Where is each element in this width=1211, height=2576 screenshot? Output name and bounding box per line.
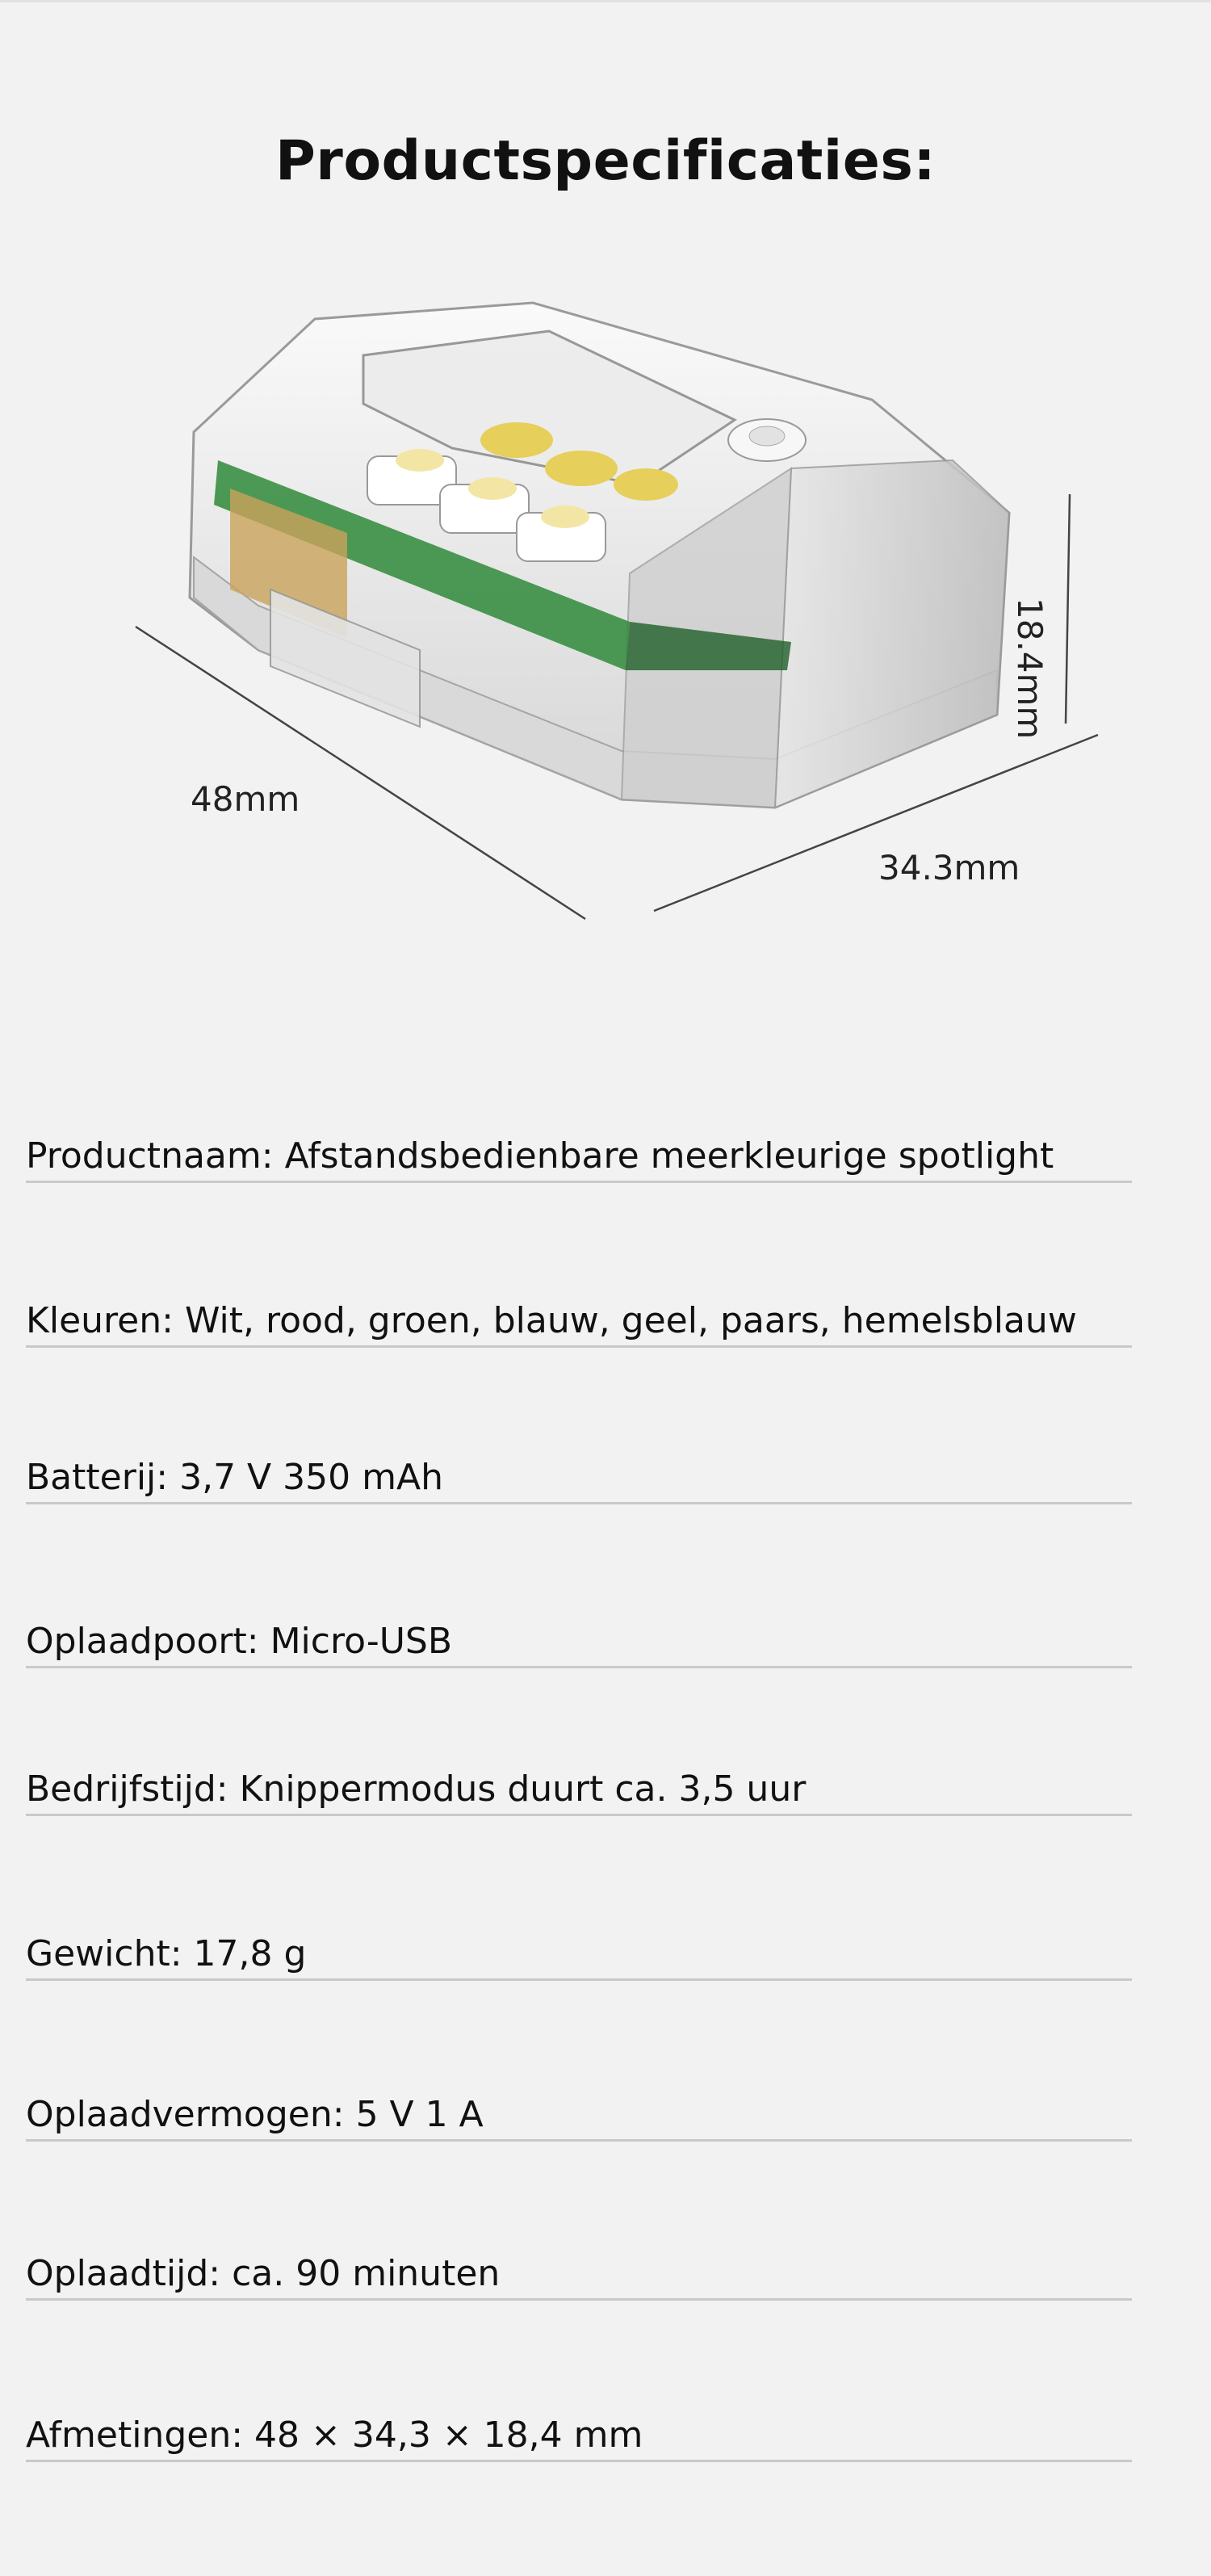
spec-value: Wit, rood, groen, blauw, geel, paars, hemelsblauw bbox=[184, 1300, 1077, 1341]
spec-row-charging-time bbox=[26, 2250, 1132, 2301]
spec-row-battery bbox=[26, 1454, 1132, 1504]
product-figure bbox=[0, 242, 1211, 969]
spec-value: Afstandsbedienbare meerkleurige spotlight bbox=[284, 1135, 1054, 1177]
page-title: Productspecificaties: bbox=[274, 129, 937, 193]
spec-value: ca. 90 minuten bbox=[232, 2253, 501, 2294]
spec-value: Micro-USB bbox=[270, 1621, 453, 1662]
spec-label: Batterij: bbox=[26, 1457, 169, 1498]
spec-value: 3,7 V 350 mAh bbox=[179, 1457, 443, 1498]
dimension-height-label: 18.4mm bbox=[1010, 598, 1050, 740]
spec-value: 5 V 1 A bbox=[355, 2094, 484, 2135]
spec-label: Kleuren: bbox=[26, 1300, 174, 1341]
spec-label: Bedrijfstijd: bbox=[26, 1768, 228, 1810]
spec-label: Oplaadtijd: bbox=[26, 2253, 221, 2294]
spec-label: Afmetingen: bbox=[26, 2414, 244, 2456]
spec-row-operating-time bbox=[26, 1765, 1132, 1816]
spec-value: 48 × 34,3 × 18,4 mm bbox=[254, 2414, 643, 2456]
spec-label: Oplaadpoort: bbox=[26, 1621, 259, 1662]
spec-row-weight bbox=[26, 1930, 1132, 1981]
spec-label: Gewicht: bbox=[26, 1933, 182, 1974]
spec-label: Productnaam: bbox=[26, 1135, 274, 1177]
spec-row-product-name bbox=[26, 1132, 1132, 1183]
dimension-length-label: 48mm bbox=[191, 779, 300, 819]
spec-row-charging-power bbox=[26, 2091, 1132, 2142]
spec-row-colors bbox=[26, 1297, 1132, 1348]
spec-value: 17,8 g bbox=[193, 1933, 307, 1974]
top-divider bbox=[0, 0, 1211, 2]
spec-value: Knippermodus duurt ca. 3,5 uur bbox=[239, 1768, 807, 1810]
dimension-width-label: 34.3mm bbox=[878, 848, 1020, 887]
spec-row-dimensions bbox=[26, 2411, 1132, 2462]
spec-label: Oplaadvermogen: bbox=[26, 2094, 345, 2135]
spec-row-charging-port bbox=[26, 1617, 1132, 1668]
